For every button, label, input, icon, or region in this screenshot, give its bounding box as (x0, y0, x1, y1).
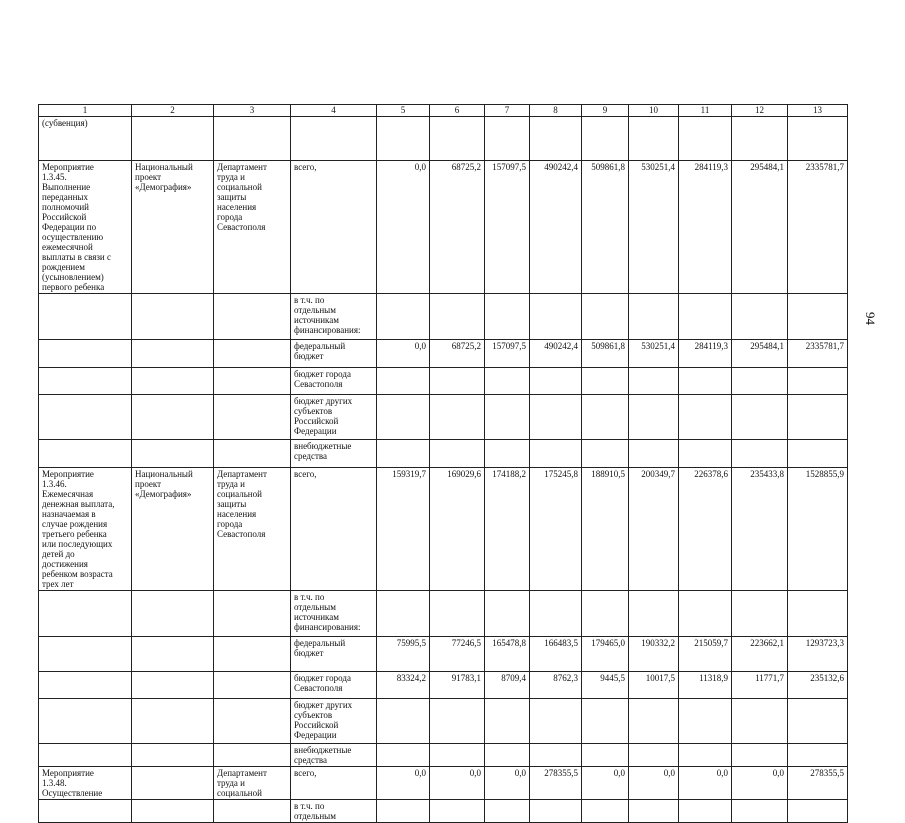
project-cell (132, 440, 214, 468)
project-cell (132, 637, 214, 672)
funding-source-cell (291, 117, 377, 161)
project-cell (132, 699, 214, 744)
amount-cell (430, 744, 485, 767)
amount-cell: 0,0 (377, 161, 430, 294)
table-row (39, 340, 848, 368)
amount-cell (732, 368, 788, 395)
amount-cell (732, 395, 788, 440)
funding-source-cell: федеральный бюджет (291, 637, 377, 672)
amount-cell: 295484,1 (732, 340, 788, 368)
measure-name-cell (39, 800, 132, 823)
amount-cell (377, 744, 430, 767)
amount-cell (582, 117, 629, 161)
amount-cell: 1528855,9 (788, 468, 848, 591)
amount-cell (430, 440, 485, 468)
amount-cell: 2335781,7 (788, 161, 848, 294)
amount-cell: 77246,5 (430, 637, 485, 672)
amount-cell (629, 440, 679, 468)
amount-cell: 0,0 (377, 767, 430, 800)
executor-cell (214, 800, 291, 823)
executor-cell: Департамент труда и социальной защиты населения города Севастополя (214, 161, 291, 294)
column-number-cell: 5 (377, 105, 430, 117)
amount-cell: 278355,5 (530, 767, 582, 800)
amount-cell: 91783,1 (430, 672, 485, 699)
amount-cell (679, 744, 732, 767)
project-cell (132, 591, 214, 637)
amount-cell (732, 591, 788, 637)
measure-name-cell (39, 672, 132, 699)
amount-cell (582, 699, 629, 744)
table-row (39, 161, 848, 294)
amount-cell (679, 395, 732, 440)
amount-cell: 75995,5 (377, 637, 430, 672)
amount-cell (679, 591, 732, 637)
amount-cell (629, 294, 679, 340)
executor-cell (214, 368, 291, 395)
amount-cell (679, 294, 732, 340)
amount-cell (377, 699, 430, 744)
amount-cell (629, 699, 679, 744)
amount-cell: 0,0 (679, 767, 732, 800)
amount-cell (732, 440, 788, 468)
amount-cell (788, 744, 848, 767)
amount-cell (530, 591, 582, 637)
table-row (39, 440, 848, 468)
amount-cell: 0,0 (430, 767, 485, 800)
table-row (39, 637, 848, 672)
amount-cell: 200349,7 (629, 468, 679, 591)
amount-cell (788, 440, 848, 468)
amount-cell: 509861,8 (582, 161, 629, 294)
amount-cell (788, 591, 848, 637)
amount-cell (679, 699, 732, 744)
project-cell (132, 395, 214, 440)
amount-cell: 83324,2 (377, 672, 430, 699)
amount-cell: 0,0 (485, 767, 530, 800)
amount-cell: 235433,8 (732, 468, 788, 591)
budget-table-page (38, 104, 848, 823)
amount-cell (582, 440, 629, 468)
amount-cell (530, 800, 582, 823)
funding-source-cell: в т.ч. по отдельным источникам финансирования: (291, 591, 377, 637)
amount-cell (430, 699, 485, 744)
project-cell (132, 767, 214, 800)
amount-cell (485, 368, 530, 395)
executor-cell (214, 340, 291, 368)
amount-cell (485, 294, 530, 340)
measure-name-cell: Мероприятие 1.3.46. Ежемесячная денежная выплата, назначаемая в случае рождения третьего ребенка или последующих детей до достижения ребенком возраста трех лет (39, 468, 132, 591)
amount-cell (530, 744, 582, 767)
amount-cell (485, 395, 530, 440)
measure-name-cell (39, 744, 132, 767)
amount-cell: 226378,6 (679, 468, 732, 591)
amount-cell: 509861,8 (582, 340, 629, 368)
funding-source-cell: всего, (291, 767, 377, 800)
table-row (39, 672, 848, 699)
amount-cell: 284119,3 (679, 161, 732, 294)
funding-source-cell: внебюджетные средства (291, 440, 377, 468)
column-number-cell: 6 (430, 105, 485, 117)
column-number-cell: 7 (485, 105, 530, 117)
table-row (39, 395, 848, 440)
measure-name-cell (39, 591, 132, 637)
amount-cell (582, 368, 629, 395)
amount-cell: 159319,7 (377, 468, 430, 591)
amount-cell (788, 368, 848, 395)
funding-source-cell: в т.ч. по отдельным источникам финансирования: (291, 294, 377, 340)
executor-cell (214, 117, 291, 161)
project-cell (132, 744, 214, 767)
amount-cell: 179465,0 (582, 637, 629, 672)
amount-cell (732, 699, 788, 744)
project-cell: Национальный проект «Демография» (132, 468, 214, 591)
amount-cell: 490242,4 (530, 340, 582, 368)
amount-cell (485, 800, 530, 823)
funding-source-cell: всего, (291, 161, 377, 294)
amount-cell (377, 800, 430, 823)
column-number-cell: 3 (214, 105, 291, 117)
amount-cell: 223662,1 (732, 637, 788, 672)
project-cell: Национальный проект «Демография» (132, 161, 214, 294)
amount-cell: 215059,7 (679, 637, 732, 672)
amount-cell (679, 368, 732, 395)
amount-cell (582, 395, 629, 440)
measure-name-cell (39, 637, 132, 672)
executor-cell (214, 440, 291, 468)
executor-cell (214, 294, 291, 340)
amount-cell (430, 591, 485, 637)
amount-cell (377, 395, 430, 440)
executor-cell (214, 672, 291, 699)
amount-cell (732, 800, 788, 823)
table-row (39, 699, 848, 744)
amount-cell: 166483,5 (530, 637, 582, 672)
column-number-cell: 2 (132, 105, 214, 117)
measure-name-cell (39, 340, 132, 368)
amount-cell: 0,0 (377, 340, 430, 368)
amount-cell: 68725,2 (430, 161, 485, 294)
amount-cell (582, 591, 629, 637)
amount-cell (485, 117, 530, 161)
column-number-cell: 8 (530, 105, 582, 117)
amount-cell: 11771,7 (732, 672, 788, 699)
funding-source-cell: бюджет других субъектов Российской Федерации (291, 395, 377, 440)
amount-cell (629, 117, 679, 161)
funding-source-cell: внебюджетные средства (291, 744, 377, 767)
executor-cell: Департамент труда и социальной (214, 767, 291, 800)
amount-cell (788, 117, 848, 161)
amount-cell: 490242,4 (530, 161, 582, 294)
funding-source-cell: федеральный бюджет (291, 340, 377, 368)
amount-cell: 8709,4 (485, 672, 530, 699)
amount-cell (485, 699, 530, 744)
measure-name-cell (39, 368, 132, 395)
amount-cell (788, 699, 848, 744)
amount-cell: 9445,5 (582, 672, 629, 699)
amount-cell (377, 294, 430, 340)
header-row (39, 105, 848, 117)
executor-cell (214, 591, 291, 637)
table-row (39, 368, 848, 395)
measure-name-cell: (субвенция) (39, 117, 132, 161)
amount-cell (530, 368, 582, 395)
project-cell (132, 117, 214, 161)
funding-source-cell: бюджет других субъектов Российской Федерации (291, 699, 377, 744)
amount-cell: 295484,1 (732, 161, 788, 294)
amount-cell (582, 800, 629, 823)
amount-cell: 157097,5 (485, 340, 530, 368)
amount-cell (788, 395, 848, 440)
amount-cell (629, 744, 679, 767)
funding-source-cell: в т.ч. по отдельным (291, 800, 377, 823)
column-number-cell: 13 (788, 105, 848, 117)
amount-cell (582, 744, 629, 767)
table-row (39, 591, 848, 637)
amount-cell (530, 117, 582, 161)
column-number-cell: 10 (629, 105, 679, 117)
amount-cell (679, 440, 732, 468)
amount-cell (530, 440, 582, 468)
amount-cell: 235132,6 (788, 672, 848, 699)
amount-cell: 278355,5 (788, 767, 848, 800)
project-cell (132, 672, 214, 699)
measure-name-cell: Мероприятие 1.3.45. Выполнение переданных полномочий Российской Федерации по осуществлению ежемесячной выплаты в связи с рождением (усыновлением) первого ребенка (39, 161, 132, 294)
amount-cell (430, 368, 485, 395)
table-row (39, 744, 848, 767)
column-number-cell: 11 (679, 105, 732, 117)
amount-cell: 68725,2 (430, 340, 485, 368)
amount-cell: 175245,8 (530, 468, 582, 591)
amount-cell (430, 800, 485, 823)
amount-cell: 530251,4 (629, 340, 679, 368)
amount-cell: 0,0 (629, 767, 679, 800)
table-row (39, 294, 848, 340)
amount-cell (629, 395, 679, 440)
amount-cell (377, 591, 430, 637)
amount-cell (430, 117, 485, 161)
amount-cell (629, 591, 679, 637)
table-row (39, 468, 848, 591)
amount-cell: 157097,5 (485, 161, 530, 294)
amount-cell (629, 800, 679, 823)
amount-cell: 188910,5 (582, 468, 629, 591)
measure-name-cell (39, 440, 132, 468)
project-cell (132, 800, 214, 823)
amount-cell: 169029,6 (430, 468, 485, 591)
amount-cell (732, 117, 788, 161)
amount-cell: 0,0 (582, 767, 629, 800)
amount-cell (430, 294, 485, 340)
budget-table (38, 104, 848, 823)
amount-cell (485, 591, 530, 637)
amount-cell (679, 800, 732, 823)
amount-cell (377, 440, 430, 468)
executor-cell (214, 395, 291, 440)
table-row (39, 117, 848, 161)
funding-source-cell: бюджет города Севастополя (291, 368, 377, 395)
amount-cell (732, 294, 788, 340)
amount-cell (530, 294, 582, 340)
measure-name-cell (39, 699, 132, 744)
table-row (39, 767, 848, 800)
executor-cell (214, 637, 291, 672)
amount-cell: 10017,5 (629, 672, 679, 699)
project-cell (132, 294, 214, 340)
amount-cell (788, 294, 848, 340)
amount-cell: 530251,4 (629, 161, 679, 294)
measure-name-cell: Мероприятие 1.3.48. Осуществление (39, 767, 132, 800)
amount-cell (530, 395, 582, 440)
executor-cell (214, 699, 291, 744)
measure-name-cell (39, 395, 132, 440)
amount-cell: 11318,9 (679, 672, 732, 699)
column-number-cell: 9 (582, 105, 629, 117)
amount-cell: 165478,8 (485, 637, 530, 672)
amount-cell: 2335781,7 (788, 340, 848, 368)
amount-cell: 0,0 (732, 767, 788, 800)
executor-cell (214, 744, 291, 767)
column-number-cell: 4 (291, 105, 377, 117)
amount-cell: 174188,2 (485, 468, 530, 591)
amount-cell (732, 744, 788, 767)
page-number: 94 (863, 312, 878, 325)
measure-name-cell (39, 294, 132, 340)
amount-cell (485, 744, 530, 767)
table-row (39, 800, 848, 823)
column-number-cell: 1 (39, 105, 132, 117)
amount-cell (582, 294, 629, 340)
amount-cell: 1293723,3 (788, 637, 848, 672)
amount-cell: 8762,3 (530, 672, 582, 699)
project-cell (132, 340, 214, 368)
amount-cell (629, 368, 679, 395)
amount-cell (788, 800, 848, 823)
project-cell (132, 368, 214, 395)
funding-source-cell: всего, (291, 468, 377, 591)
amount-cell (377, 117, 430, 161)
funding-source-cell: бюджет города Севастополя (291, 672, 377, 699)
amount-cell (430, 395, 485, 440)
executor-cell: Департамент труда и социальной защиты населения города Севастополя (214, 468, 291, 591)
column-number-cell: 12 (732, 105, 788, 117)
amount-cell (377, 368, 430, 395)
amount-cell (679, 117, 732, 161)
amount-cell: 190332,2 (629, 637, 679, 672)
amount-cell: 284119,3 (679, 340, 732, 368)
amount-cell (485, 440, 530, 468)
amount-cell (530, 699, 582, 744)
